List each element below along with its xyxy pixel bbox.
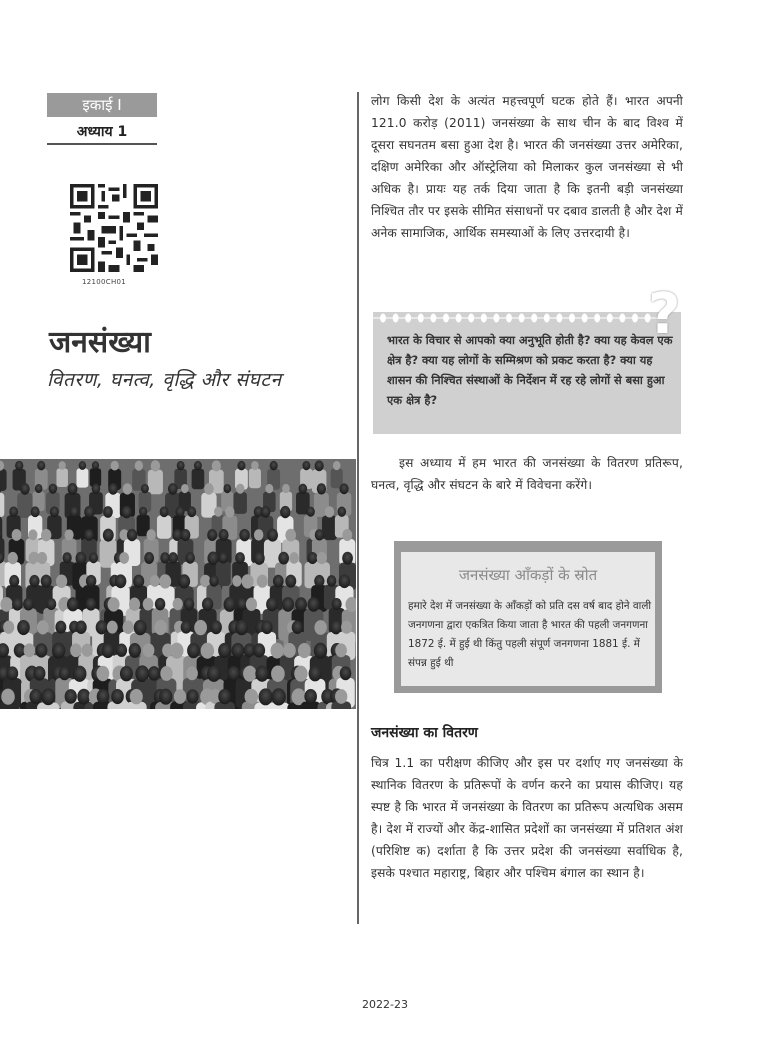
chapter-title: जनसंख्या (49, 325, 151, 360)
sources-box-title: जनसंख्या आँकड़ों के स्रोत (458, 566, 598, 584)
page-footer-year: 2022-23 (362, 998, 408, 1011)
sources-box-text: हमारे देश में जनसंख्या के आँकड़ों को प्रति दस वर्ष बाद होने वाली जनगणना द्वारा एकत्रित किया जाता है भारत की पहली जनगणना 1872 ई. में हुई थी किंतु पहली संपूर्ण जनगणना 1881 ई. में संपन्न हुई थी (408, 600, 652, 669)
chapter-number-label: अध्याय 1 (47, 121, 157, 145)
bead-border-decoration (373, 312, 663, 324)
lead-paragraph: इस अध्याय में हम भारत की जनसंख्या के वितरण प्रतिरूप, घनत्व, वृद्धि और संघटन के बारे में विवेचना करेंगे। (371, 456, 683, 492)
unit-label: इकाई I (47, 93, 157, 117)
section-heading: जनसंख्या का वितरण (371, 725, 478, 741)
question-mark-icon: ? (648, 282, 681, 347)
chapter-subtitle: वितरण, घनत्व, वृद्धि और संघटन (47, 369, 282, 391)
question-text: भारत के विचार से आपको क्या अनुभूति होती है? क्या यह केवल एक क्षेत्र है? क्या यह लोगों के सम्मिश्रण को प्रकट करता है? क्या यह शासन की निश्चित संस्थाओं के निर्देशन में रह रहे लोगों से बसा हुआ एक क्षेत्र है? (387, 333, 673, 407)
crowd-photo (0, 459, 356, 709)
qr-code-label: 12100CH01 (82, 278, 127, 286)
section-body: चित्र 1.1 का परीक्षण कीजिए और इस पर दर्शाए गए जनसंख्या के स्थानिक वितरण के प्रतिरूपों के वर्णन करने का प्रयास कीजिए। यह स्पष्ट है कि भारत में जनसंख्या के वितरण का प्रतिरूप अत्यधिक असम है। देश में राज्यों और केंद्र-शासित प्रदेशों का जनसंख्या में प्रतिशत अंश (परिशिष्ट क) दर्शाता है कि उत्तर प्रदेश की जनसंख्या सर्वाधिक है, इसके पश्चात महाराष्ट्र, बिहार और पश्चिम बंगाल का स्थान है। (371, 756, 683, 880)
intro-paragraph: लोग किसी देश के अत्यंत महत्त्वपूर्ण घटक होते हैं। भारत अपनी 121.0 करोड़ (2011) जनसंख्या के साथ चीन के बाद विश्व में दूसरा सघनतम बसा हुआ देश है। भारत की जनसंख्या उत्तर अमेरिका, दक्षिण अमेरिका और ऑस्ट्रेलिया को मिलाकर कुल जनसंख्या से भी अधिक है। प्रायः यह तर्क दिया जाता है कि इतनी बड़ी जनसंख्या निश्चित तौर पर इसके सीमित संसाधनों पर दबाव डालती है और देश में अनेक सामाजिक, आर्थिक समस्याओं के लिए उत्तरदायी है। (371, 94, 683, 240)
column-divider (357, 92, 359, 924)
qr-code-icon[interactable] (70, 184, 158, 272)
